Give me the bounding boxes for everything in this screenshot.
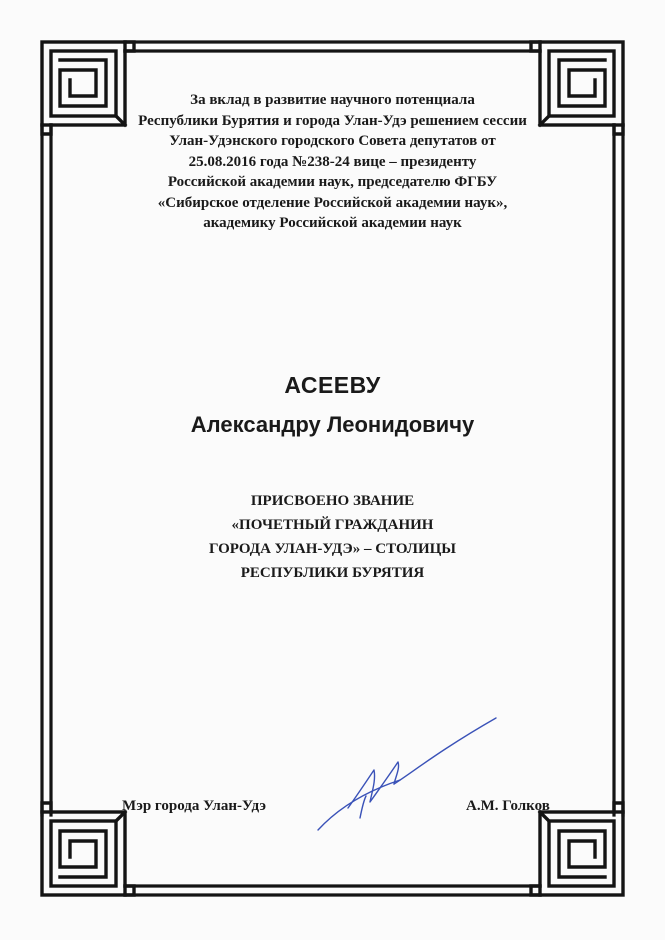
citation-text [0, 90, 665, 234]
citation-line: «Сибирское отделение Российской академии наук», [157, 194, 508, 211]
corner-ornament-bottom-right [531, 803, 623, 895]
signatory-name: А.М. Голков [466, 798, 550, 814]
citation-line: За вклад в развитие научного потенциала [190, 92, 475, 108]
handwritten-signature [300, 710, 500, 850]
recipient-given-names: Александру Леонидовичу [190, 412, 475, 437]
citation-line: академику Российской академии наук [203, 215, 462, 231]
citation-line: Республики Бурятия и города Улан-Удэ решением сессии [138, 112, 527, 129]
citation-line: 25.08.2016 года №238-24 вице – президенту [188, 153, 477, 170]
citation-line: Российской академии наук, председателю ФГБУ [167, 174, 498, 190]
citation-line: Улан-Удэнского городского Совета депутатов от [169, 133, 496, 149]
recipient-surname: АСЕЕВУ [284, 372, 381, 398]
award-line: РЕСПУБЛИКИ БУРЯТИЯ [240, 565, 425, 581]
corner-ornament-bottom-left [42, 803, 134, 895]
award-line: «ПОЧЕТНЫЙ ГРАЖДАНИН [231, 517, 434, 533]
award-title [0, 489, 665, 585]
award-line: ГОРОДА УЛАН-УДЭ» – СТОЛИЦЫ [208, 541, 457, 557]
award-line: ПРИСВОЕНО ЗВАНИЕ [250, 493, 415, 509]
signatory-position: Мэр города Улан-Удэ [122, 798, 266, 814]
